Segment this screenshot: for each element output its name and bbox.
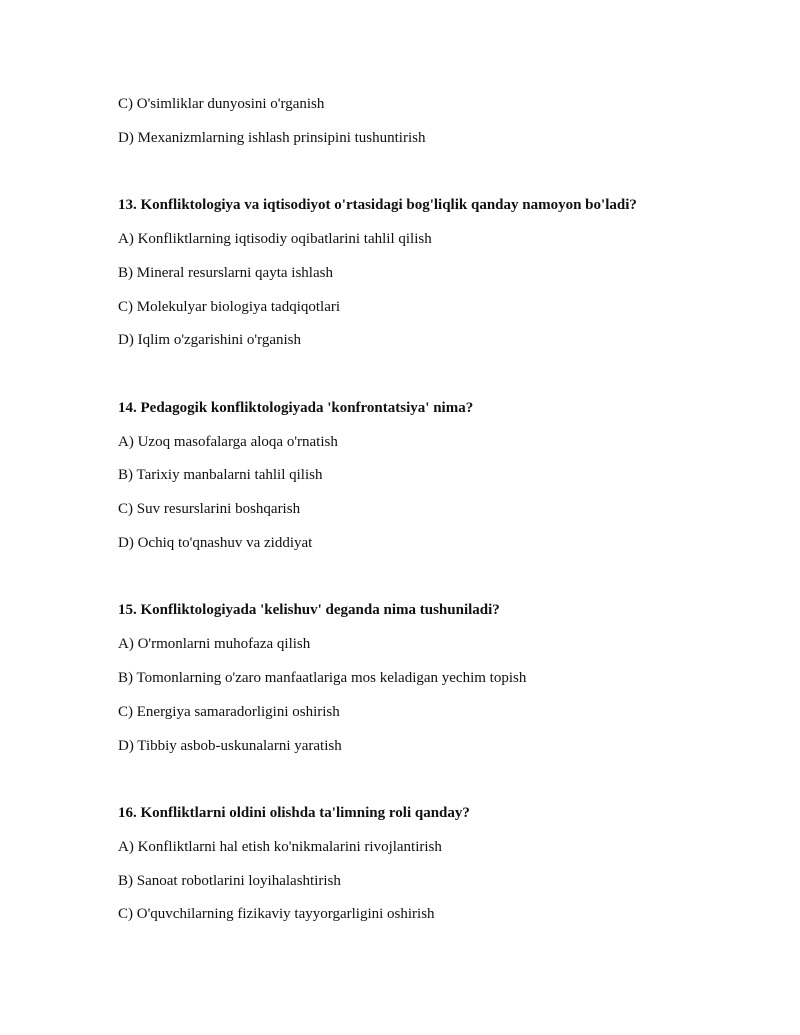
question-13-option-a: A) Konfliktlarning iqtisodiy oqibatlarini tahlil qilish [118,231,432,247]
question-14-option-d: D) Ochiq to'qnashuv va ziddiyat [118,535,313,551]
question-15-option-c: C) Energiya samaradorligini oshirish [118,704,340,720]
question-16-option-a: A) Konfliktlarni hal etish ko'nikmalarini rivojlantirish [118,839,442,855]
question-14-option-c: C) Suv resurslarini boshqarish [118,501,301,517]
question-13-title: 13. Konfliktologiya va iqtisodiyot o'rtasidagi bog'liqlik qanday namoyon bo'ladi? [118,197,637,213]
question-13-option-d: D) Iqlim o'zgarishini o'rganish [118,332,302,348]
option-d-prev: D) Mexanizmlarning ishlash prinsipini tushuntirish [118,130,426,146]
question-15-option-d: D) Tibbiy asbob-uskunalarni yaratish [118,738,342,754]
question-14-title: 14. Pedagogik konfliktologiyada 'konfrontatsiya' nima? [118,400,474,416]
question-15-option-b: B) Tomonlarning o'zaro manfaatlariga mos keladigan yechim topish [118,670,527,686]
question-13-option-b: B) Mineral resurslarni qayta ishlash [118,265,333,281]
question-16-option-b: B) Sanoat robotlarini loyihalashtirish [118,873,341,889]
question-13-option-c: C) Molekulyar biologiya tadqiqotlari [118,299,341,315]
question-16-option-c: C) O'quvchilarning fizikaviy tayyorgarligini oshirish [118,906,435,922]
question-15-title: 15. Konfliktologiyada 'kelishuv' deganda nima tushuniladi? [118,602,500,618]
option-c-prev: C) O'simliklar dunyosini o'rganish [118,96,325,112]
question-14-option-a: A) Uzoq masofalarga aloqa o'rnatish [118,434,338,450]
question-16-title: 16. Konfliktlarni oldini olishda ta'limning roli qanday? [118,805,470,821]
question-15-option-a: A) O'rmonlarni muhofaza qilish [118,636,311,652]
question-14-option-b: B) Tarixiy manbalarni tahlil qilish [118,467,323,483]
